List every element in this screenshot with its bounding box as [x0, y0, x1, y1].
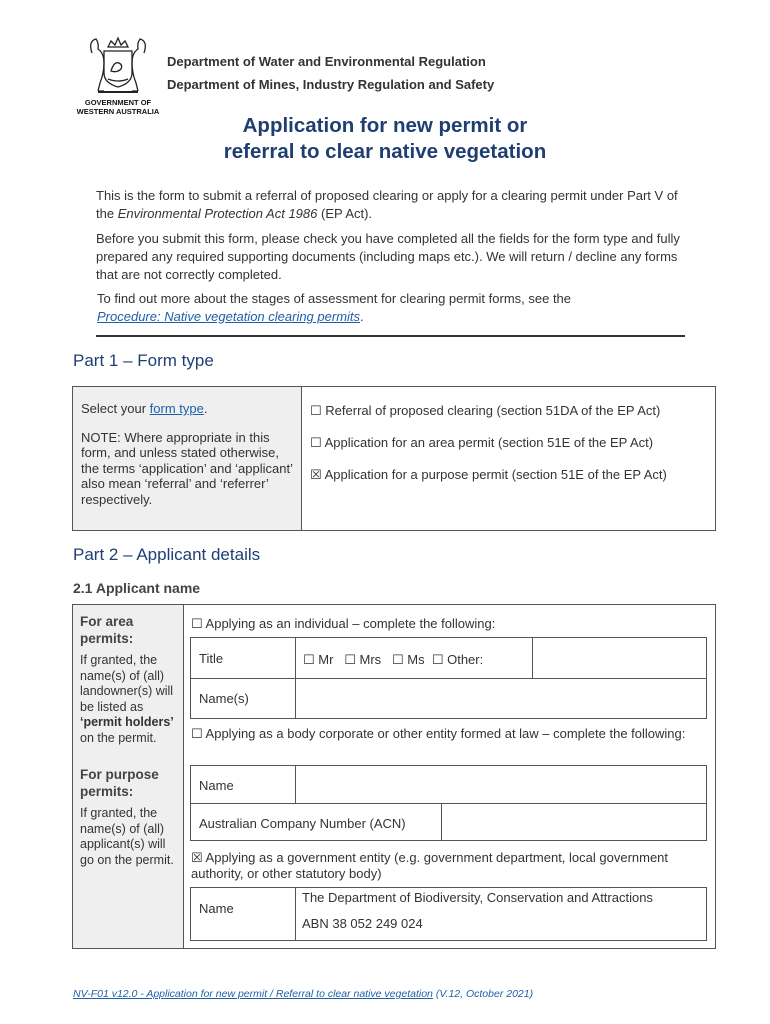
part2-heading: Part 2 – Applicant details — [73, 545, 261, 564]
gov-label-line1: GOVERNMENT OF — [84, 98, 152, 107]
intro-paragraph-3 — [97, 290, 697, 326]
government-checkbox[interactable]: ☒ Applying as a government entity (e.g. government department, local government authority, or other statutory body) — [191, 850, 669, 881]
select-text: Select your — [81, 401, 150, 416]
area-permits-text — [80, 653, 177, 746]
form-type-link[interactable]: form type — [149, 401, 204, 416]
corporate-checkbox[interactable]: ☐ Applying as a body corporate or other entity formed at law – complete the following: — [191, 726, 686, 741]
form-type-note: NOTE: Where appropriate in this form, and unless stated otherwise, the terms ‘application’ and ‘applicant’ also mean ‘referral’ and ‘referrer’ respectively. — [81, 429, 293, 507]
permit-holders-text: ‘permit holders’ — [80, 715, 174, 729]
section-divider — [96, 335, 685, 337]
purpose-permits-text: If granted, the name(s) of (all) applicant(s) will go on the permit. — [80, 806, 174, 867]
document-title — [0, 113, 770, 165]
form-type-table — [72, 386, 716, 531]
applicant-name-subheading: 2.1 Applicant name — [73, 580, 201, 596]
other-title-input[interactable] — [533, 639, 706, 677]
part1-heading: Part 1 – Form type — [73, 351, 214, 370]
individual-fields — [190, 637, 707, 719]
area-text-a: If granted, the name(s) of (all) landowner(s) will be listed as — [80, 653, 174, 714]
option-referral[interactable] — [310, 403, 710, 435]
corporate-name-input[interactable] — [296, 766, 706, 803]
gov-label-line2: WESTERN AUSTRALIA — [76, 107, 160, 116]
area-text-b: on the permit. — [80, 730, 157, 745]
acn-label: Australian Company Number (ACN) — [199, 816, 406, 831]
intro-p3-text: To find out more about the stages of assessment for clearing permit forms, see the — [97, 291, 572, 306]
department-mines: Department of Mines, Industry Regulation and Safety — [167, 77, 495, 92]
purpose-permits-title: For purpose permits: — [80, 767, 159, 799]
title-label: Title — [199, 651, 224, 666]
procedure-link[interactable]: Procedure: Native vegetation clearing permits — [97, 309, 361, 324]
individual-checkbox[interactable]: ☐ Applying as an individual – complete the following: — [191, 616, 496, 631]
intro-p1-end: (EP Act). — [317, 206, 373, 221]
names-label: Name(s) — [199, 691, 249, 706]
title-line1: Application for new permit or — [242, 114, 528, 137]
act-name: Environmental Protection Act 1986 — [117, 206, 318, 221]
option-label: Application for a purpose permit (section 51E of the EP Act) — [324, 467, 667, 482]
option-label: Application for an area permit (section 51E of the EP Act) — [324, 435, 654, 450]
form-type-options — [310, 403, 710, 499]
title-options[interactable]: ☐ Mr ☐ Mrs ☐ Ms ☐ Other: — [303, 652, 484, 667]
intro-paragraph-2: Before you submit this form, please check you have completed all the fields for the form type and fully prepared any required supporting documents (including maps etc.). We will return / decline any forms that are not correctly completed. — [96, 231, 680, 282]
government-name-label: Name — [199, 901, 234, 916]
title-line2: referral to clear native vegetation — [223, 140, 547, 163]
intro-p3-end: . — [360, 309, 364, 324]
applicant-guidance — [73, 605, 184, 948]
corporate-name-label: Name — [199, 778, 234, 793]
acn-input[interactable] — [442, 804, 706, 840]
wa-government-crest — [78, 33, 158, 95]
footer-version: (V.12, October 2021) — [432, 988, 534, 1000]
area-permits-title: For area permits: — [80, 614, 134, 646]
form-type-instructions — [73, 387, 302, 530]
checkbox-purpose-permit[interactable]: ☒ — [310, 467, 322, 482]
corporate-fields — [190, 765, 707, 841]
select-end: . — [203, 401, 208, 416]
names-input[interactable] — [296, 679, 706, 718]
government-fields — [190, 887, 707, 941]
footer-document-link[interactable]: NV-F01 v12.0 - Application for new permit / Referral to clear native vegetation — [73, 988, 433, 1000]
option-label: Referral of proposed clearing (section 51DA of the EP Act) — [325, 403, 661, 418]
document-footer — [73, 988, 533, 1000]
government-name-value[interactable]: The Department of Biodiversity, Conservation and Attractions — [302, 890, 653, 905]
intro-paragraph-1 — [96, 187, 696, 223]
department-water: Department of Water and Environmental Regulation — [167, 54, 486, 69]
option-purpose-permit[interactable] — [310, 467, 710, 499]
government-abn-value[interactable]: ABN 38 052 249 024 — [302, 916, 423, 931]
option-area-permit[interactable] — [310, 435, 710, 467]
applicant-details-table — [72, 604, 716, 949]
checkbox-referral[interactable]: ☐ — [310, 403, 322, 418]
checkbox-area-permit[interactable]: ☐ — [310, 435, 322, 450]
intro-p1-text: This is the form to submit a referral of proposed clearing or apply for a clearing permit under Part V of the — [96, 188, 678, 221]
